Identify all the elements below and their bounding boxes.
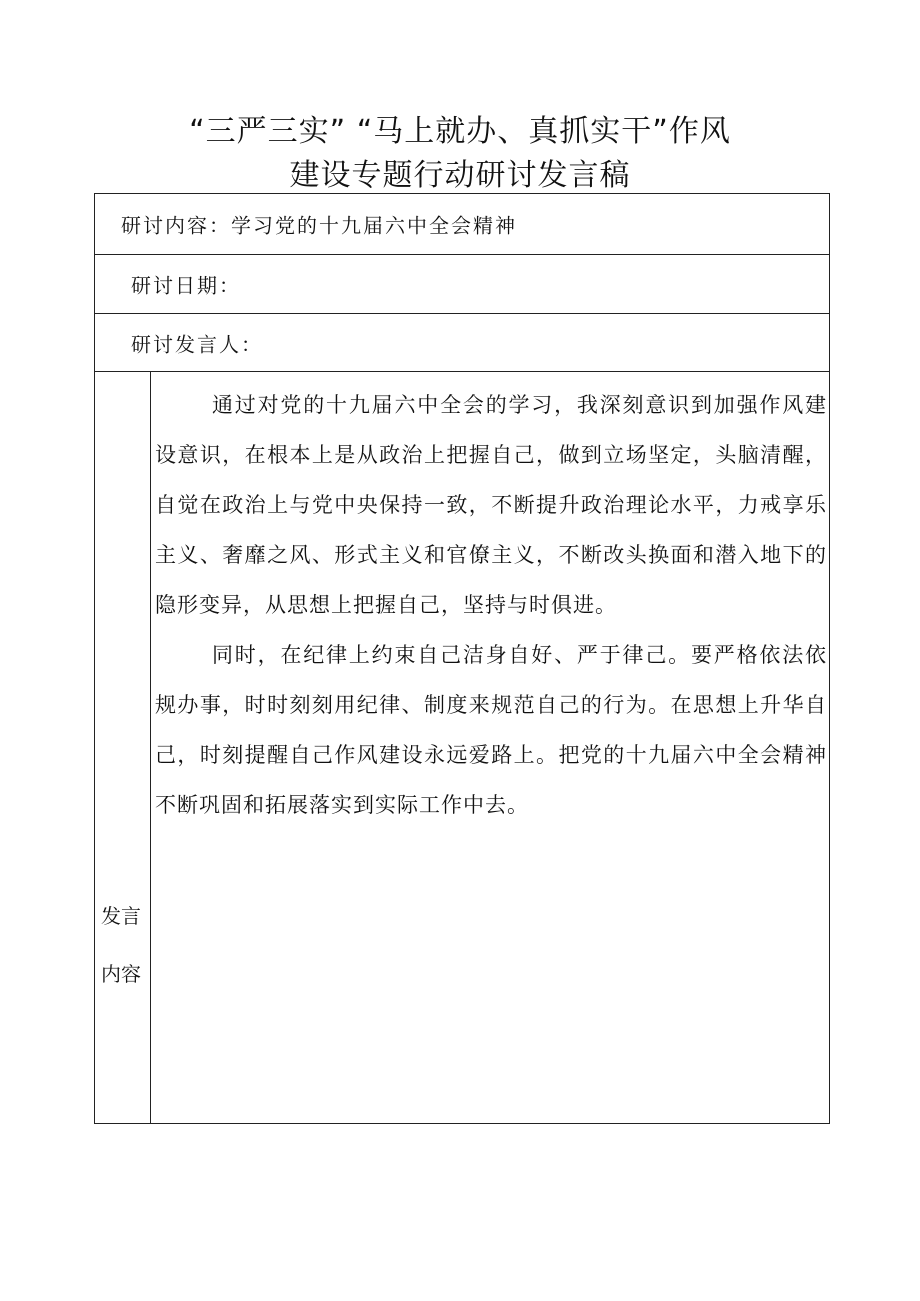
speech-paragraph-2: 同时，在纪律上约束自己洁身自好、严于律己。要严格依法依规办事，时时刻刻用纪律、制度来规范自己的行为。在思想上升华自己，时刻提醒自己作风建设永远爱路上。把党的十九届六中全会精神不断巩固和拓展落实到实际工作中去。 (155, 643, 827, 817)
topic-row (95, 194, 829, 255)
speech-paragraph-1: 通过对党的十九届六中全会的学习，我深刻意识到加强作风建设意识，在根本上是从政治上把握自己，做到立场坚定，头脑清醒，自觉在政治上与党中央保持一致，不断提升政治理论水平，力戒享乐主义、奢靡之风、形式主义和官僚主义，不断改头换面和潜入地下的隐形变异，从思想上把握自己，坚持与时俱进。 (155, 393, 827, 617)
content-label: 发言内容 (101, 904, 141, 986)
document-title-line-2: 建设专题行动研讨发言稿 (289, 158, 631, 193)
date-row (95, 255, 829, 314)
speech-form-table (94, 193, 830, 1124)
speaker-label: 研讨发言人： (131, 332, 263, 356)
speech-content-cell (151, 372, 829, 1124)
topic-text: 研讨内容：学习党的十九届六中全会精神 (121, 213, 517, 238)
content-label-cell (95, 372, 151, 1124)
date-label: 研讨日期： (131, 273, 241, 298)
document-title-line-1: “三严三实” “马上就办、真抓实干”作风 (189, 114, 731, 149)
speaker-row (95, 314, 829, 372)
